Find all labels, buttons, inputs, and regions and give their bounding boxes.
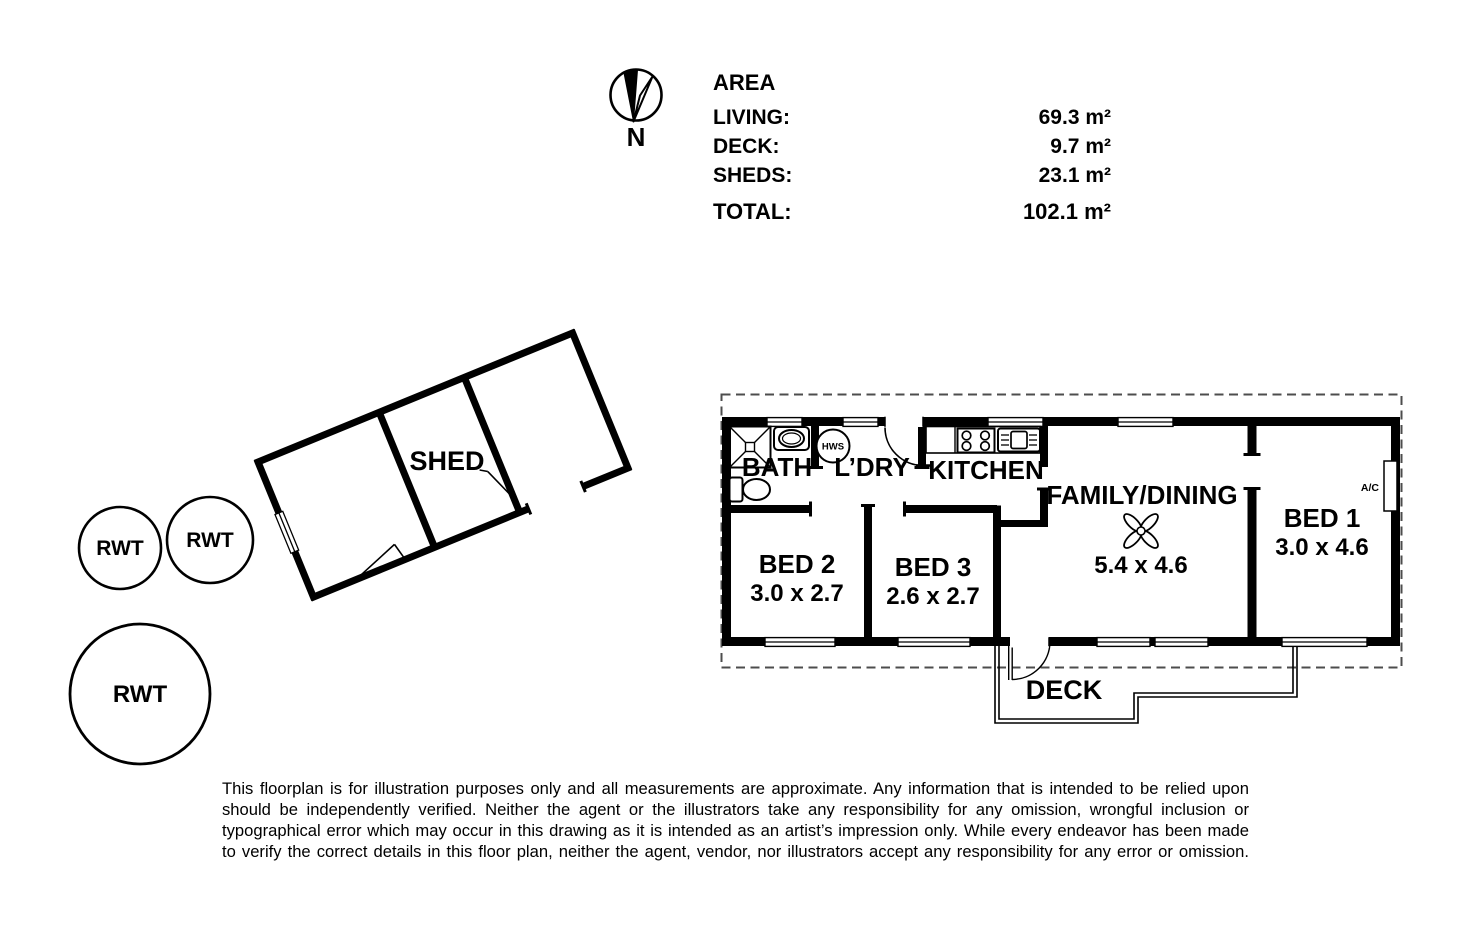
rainwater-tank [167, 497, 253, 583]
disclaimer-line: This floorplan is for illustration purposes only and all measurements are approximate. Any information that is intended to be relied upon [222, 779, 1249, 798]
shed-label: SHED [409, 446, 485, 476]
area-row-label: LIVING: [713, 106, 790, 129]
room-label-bath: BATH [741, 452, 813, 482]
dims-bed3: 2.6 x 2.7 [886, 583, 980, 610]
ac-label: A/C [1360, 482, 1379, 494]
area-row-value: 9.7 m² [1050, 135, 1111, 158]
shed-window [275, 511, 299, 553]
deck-door-opening [1010, 637, 1049, 648]
rwt-label: RWT [186, 529, 234, 552]
vanity-basin-icon [774, 427, 809, 450]
window [1282, 638, 1367, 647]
shed-door-marks [339, 462, 519, 577]
area-row-label: TOTAL: [713, 199, 792, 224]
sink-icon [998, 429, 1040, 452]
dims-bed1: 3.0 x 4.6 [1275, 534, 1369, 561]
disclaimer-text [222, 779, 1249, 863]
area-row-value: 23.1 m² [1038, 164, 1111, 187]
room-label-bed3: BED 3 [894, 552, 972, 582]
window [1097, 638, 1150, 647]
disclaimer-line: should be independently verified. Neither the agent or the illustrators take any responsibility for any omission, wrongful inclusion or [222, 799, 1249, 819]
rainwater-tank [70, 624, 210, 764]
room-label-bed1: BED 1 [1283, 503, 1361, 533]
window [1155, 638, 1208, 647]
window [843, 418, 878, 427]
area-row-value: 102.1 m² [1022, 199, 1111, 224]
north-compass-icon [611, 70, 662, 153]
disclaimer-line: typographical error which may occur in this drawing as it is intended as an artist’s impression only. While every endeavor has been made [222, 820, 1249, 840]
area-row-value: 69.3 m² [1038, 106, 1111, 129]
rwt-label: RWT [112, 681, 168, 708]
room-label-bed2: BED 2 [758, 549, 836, 579]
room-label-deck: DECK [1025, 675, 1103, 705]
room-label-family-dining: FAMILY/DINING [1046, 480, 1238, 510]
rwt-label: RWT [96, 537, 144, 560]
room-label-laundry: L’DRY [834, 452, 910, 482]
dims-family-dining: 5.4 x 4.6 [1094, 552, 1188, 579]
area-row-label: SHEDS: [713, 164, 793, 187]
disclaimer-line: to verify the correct details in this floor plan, neither the agent, vendor, nor illustrators accept any responsibility for any error or omission. [222, 841, 1249, 861]
dims-bed2: 3.0 x 2.7 [750, 580, 844, 607]
window [988, 418, 1043, 427]
window [765, 638, 835, 647]
north-label: N [626, 122, 646, 152]
rainwater-tank [79, 507, 161, 589]
room-label-kitchen: KITCHEN [928, 455, 1044, 485]
area-row-label: DECK: [713, 135, 780, 158]
window [1118, 418, 1173, 427]
cooktop-icon [958, 429, 995, 453]
window [898, 638, 970, 647]
window [767, 418, 802, 427]
area-table-title: AREA [713, 70, 776, 95]
hws-label: HWS [821, 441, 845, 453]
